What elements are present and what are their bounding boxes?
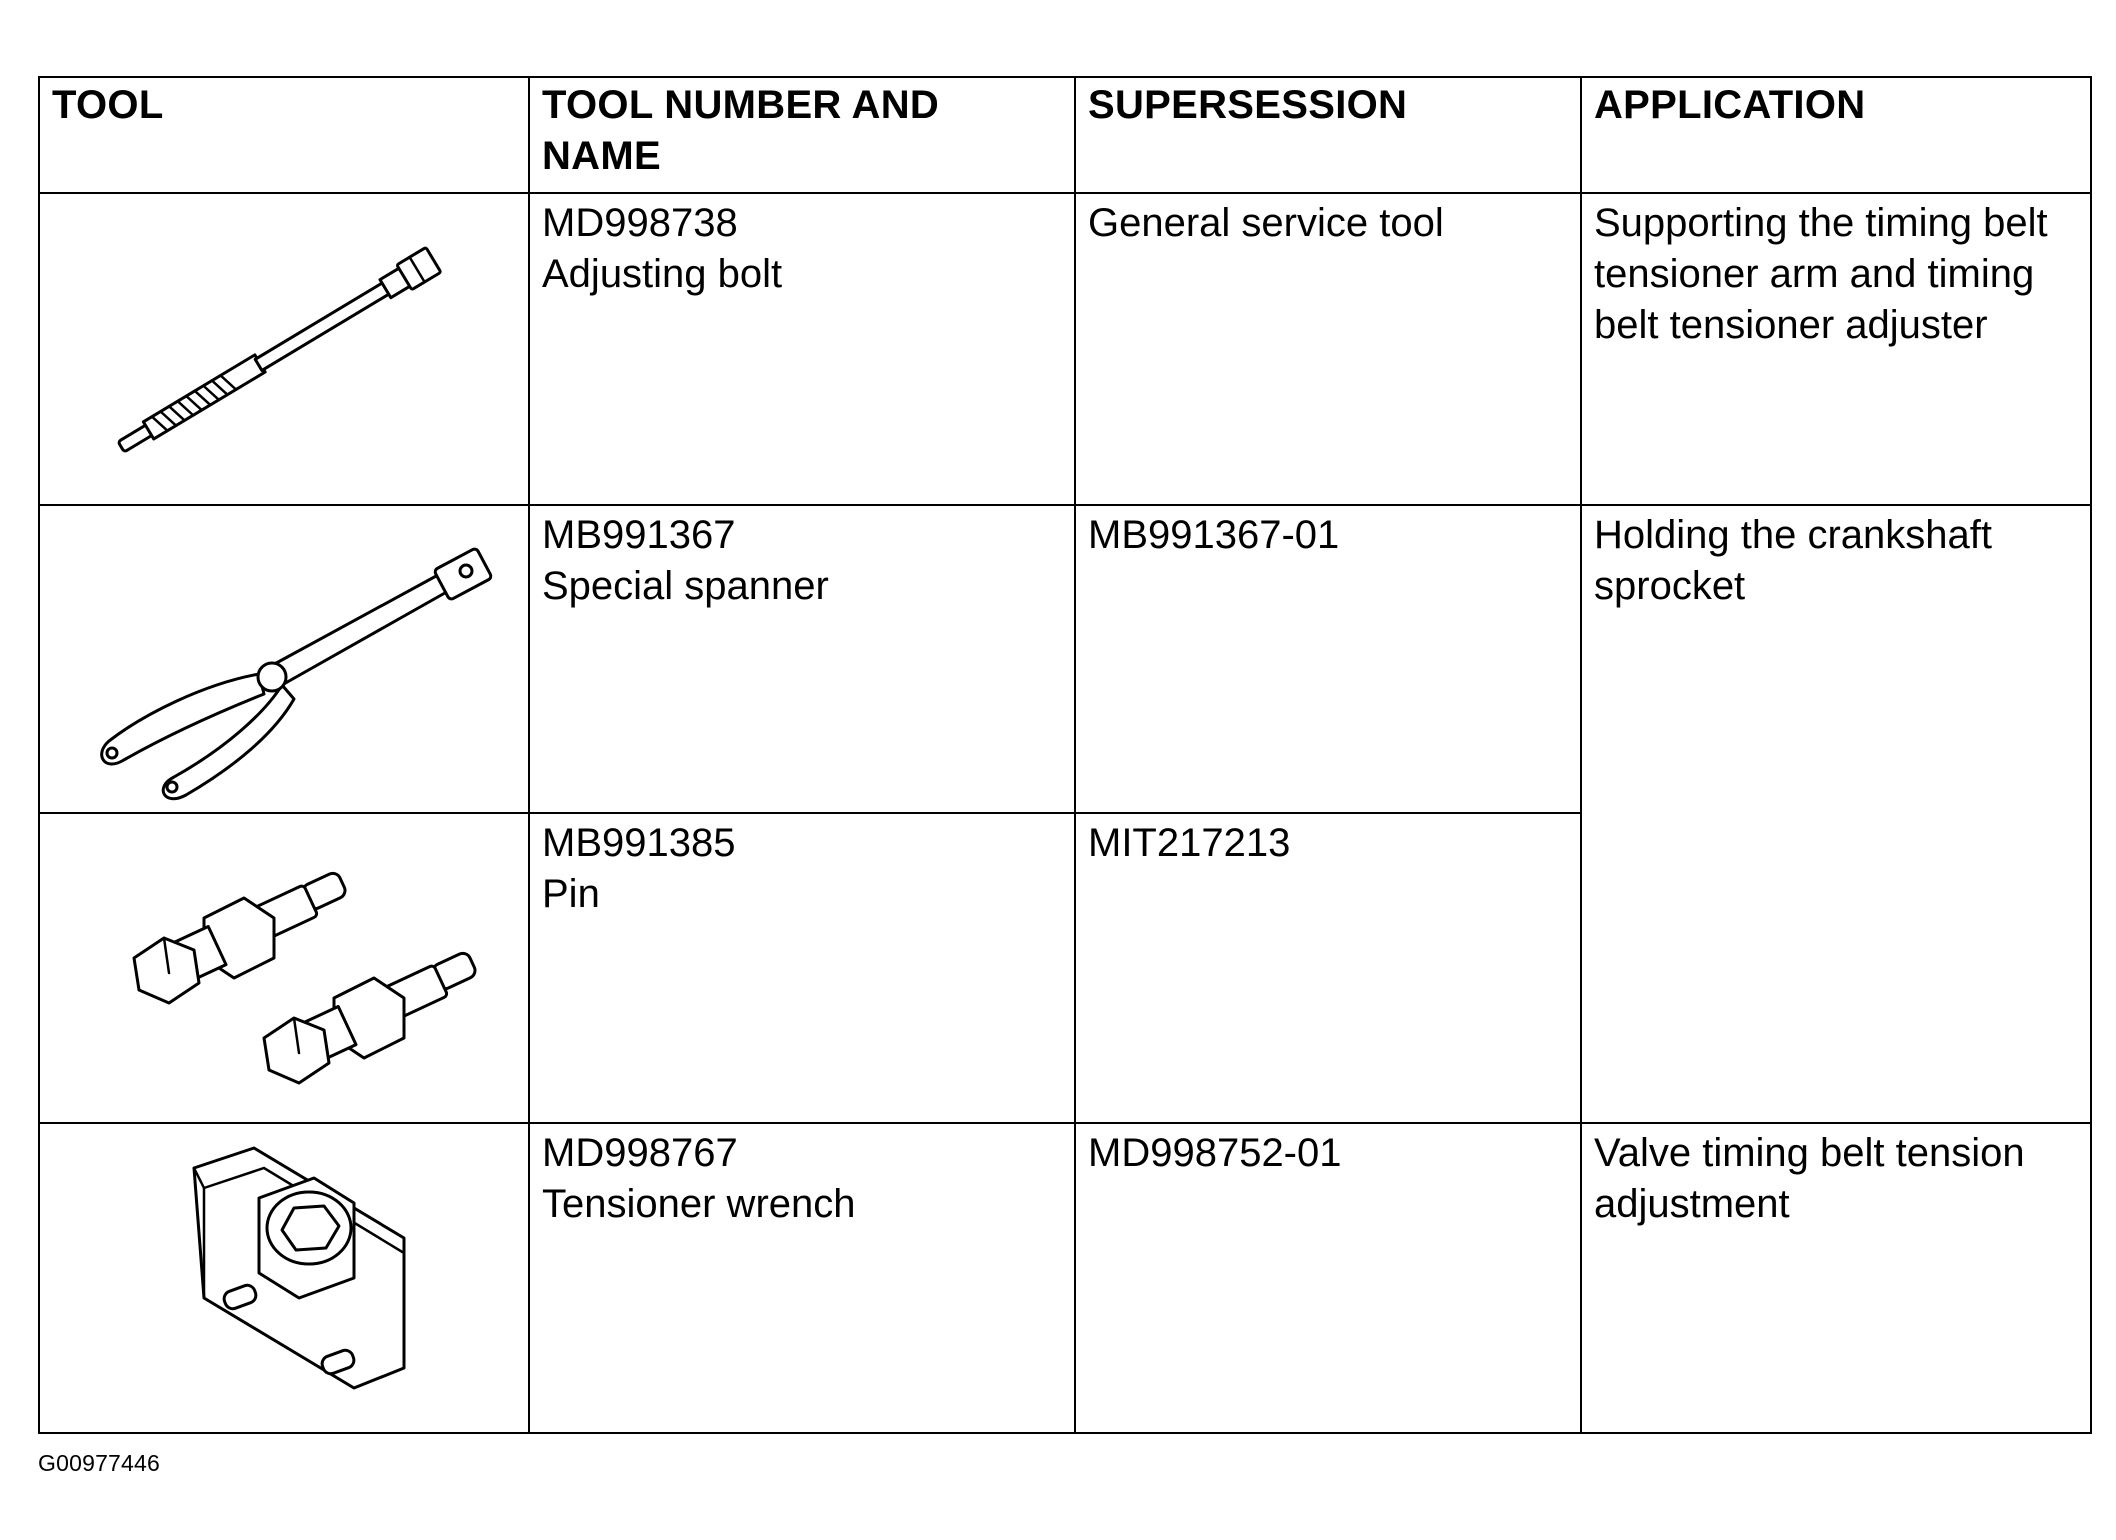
table-row	[39, 193, 2091, 505]
tool-name: Special spanner	[542, 564, 829, 608]
application-line: adjustment	[1594, 1182, 1790, 1226]
tool-name: Pin	[542, 872, 600, 916]
tool-name: Adjusting bolt	[542, 252, 783, 296]
tool-image-cell	[39, 193, 529, 505]
tool-image-cell	[39, 1123, 529, 1433]
tool-number: MD998738	[542, 201, 738, 245]
application-cell	[1581, 505, 2091, 1123]
adjusting-bolt-icon	[54, 199, 514, 499]
application-line: Supporting the timing belt	[1594, 201, 2048, 245]
header-supersession: SUPERSESSION	[1075, 77, 1581, 193]
tool-name: Tensioner wrench	[542, 1182, 856, 1226]
application-line: belt tensioner adjuster	[1594, 303, 1988, 347]
table-row	[39, 1123, 2091, 1433]
tool-number: MB991385	[542, 821, 736, 865]
tool-number-name-cell	[529, 813, 1075, 1123]
tool-number-name-cell	[529, 193, 1075, 505]
table-header-row	[39, 77, 2091, 193]
figure-id: G00977446	[38, 1450, 161, 1476]
application-cell	[1581, 1123, 2091, 1433]
tool-number-name-cell	[529, 1123, 1075, 1433]
header-tool-number-line2: NAME	[542, 134, 661, 178]
header-tool: TOOL	[39, 77, 529, 193]
tool-number: MB991367	[542, 513, 736, 557]
header-tool-number-line1: TOOL NUMBER AND	[542, 83, 940, 127]
application-line: tensioner arm and timing	[1594, 252, 2035, 296]
supersession-cell: General service tool	[1075, 193, 1581, 505]
tool-image-cell	[39, 813, 529, 1123]
header-tool-number-and-name	[529, 77, 1075, 193]
tensioner-wrench-icon	[54, 1128, 514, 1428]
application-line: sprocket	[1594, 564, 1746, 608]
application-cell	[1581, 193, 2091, 505]
supersession-cell: MIT217213	[1075, 813, 1581, 1123]
tool-image-cell	[39, 505, 529, 813]
application-line: Holding the crankshaft	[1594, 513, 1993, 557]
special-spanner-icon	[54, 509, 514, 809]
header-application: APPLICATION	[1581, 77, 2091, 193]
table-row	[39, 505, 2091, 813]
tool-number-name-cell	[529, 505, 1075, 813]
supersession-cell: MB991367-01	[1075, 505, 1581, 813]
tool-number: MD998767	[542, 1131, 738, 1175]
special-tools-table	[38, 76, 2092, 1434]
application-line: Valve timing belt tension	[1594, 1131, 2025, 1175]
supersession-cell: MD998752-01	[1075, 1123, 1581, 1433]
pin-icon	[54, 818, 514, 1118]
